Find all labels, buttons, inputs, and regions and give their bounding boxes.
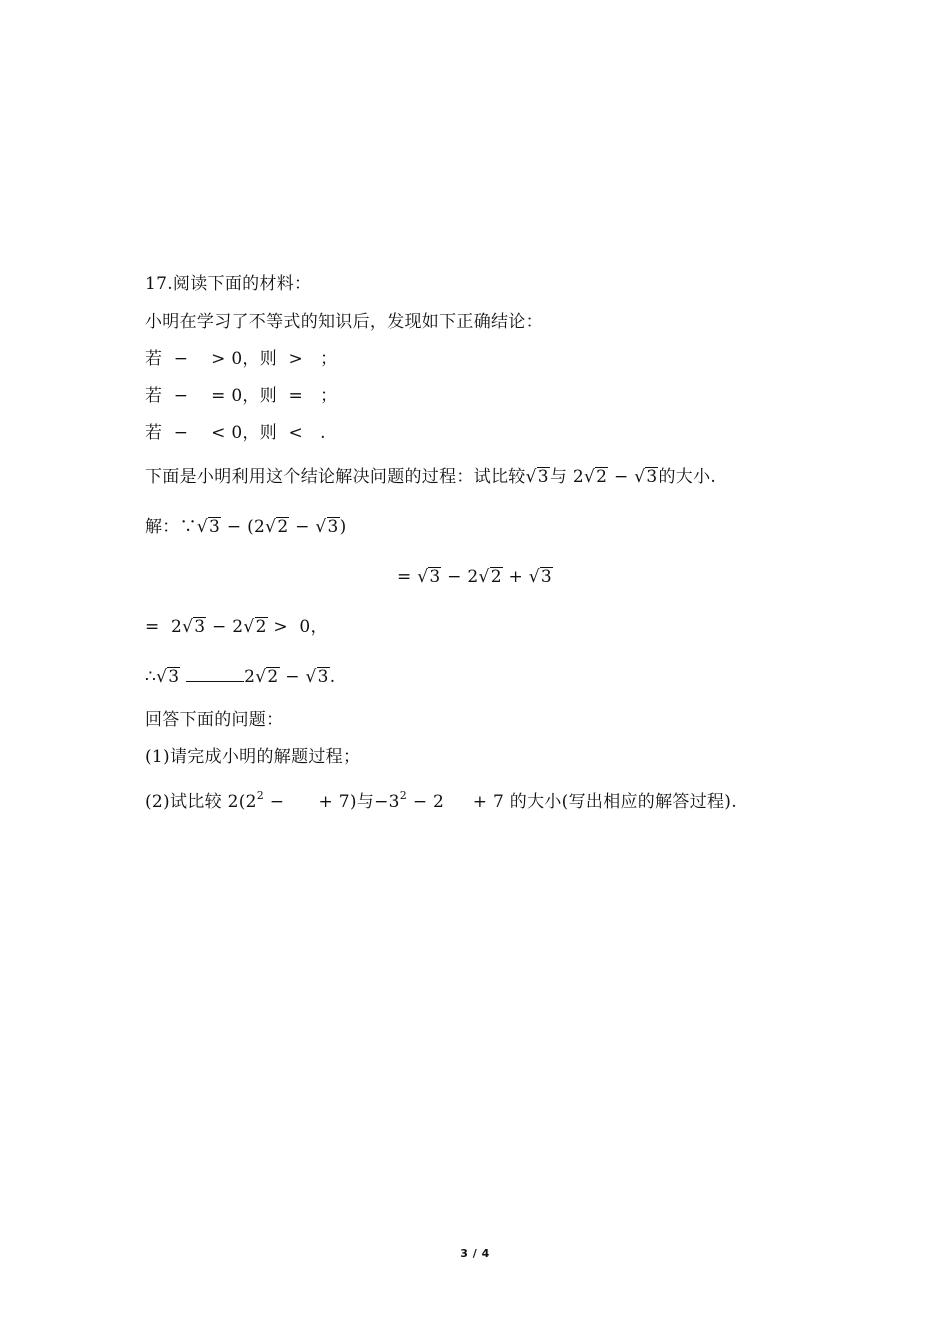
sqrt-2: √2 xyxy=(478,567,502,587)
answer-prompt: 回答下面的问题： xyxy=(145,710,284,730)
sqrt-3: √3 xyxy=(417,567,441,587)
sqrt-3: √3 xyxy=(315,517,339,537)
sqrt-3: √3 xyxy=(634,467,658,487)
answer-blank[interactable] xyxy=(186,667,244,682)
question-1: (1)请完成小明的解题过程； xyxy=(145,747,361,767)
sqrt-2: √2 xyxy=(243,617,267,637)
sqrt-3: √3 xyxy=(305,667,329,687)
problem-title: 17.阅读下面的材料： xyxy=(145,274,312,294)
question-2: (2)试比较 $2(2^2$ − + 7)与$-3^2 - 2$ + 7 的大小(写出相应的解答过程). xyxy=(145,789,737,812)
solution-line-4: ∴√3 2√2 − √3. xyxy=(145,667,336,687)
sqrt-3: √3 xyxy=(528,567,553,587)
sqrt-2: √2 xyxy=(255,667,279,687)
solution-line-3: = 2√3 − 2√2 > 0， xyxy=(145,617,328,637)
sqrt-2: √2 xyxy=(265,517,289,537)
sqrt-3: √3 xyxy=(156,667,180,687)
sqrt-3: √3 xyxy=(182,617,206,637)
rule-equal: 若 − = 0，则 = ； xyxy=(145,386,338,406)
solution-line-1: 解：∵√3 − (2√2 − √3) xyxy=(145,517,347,537)
superscript: 2 xyxy=(256,789,265,802)
example-statement: 下面是小明利用这个结论解决问题的过程：试比较√3与 2√2 − √3的大小. xyxy=(145,467,717,487)
solution-line-2: = √3 − 2√2 + √3 xyxy=(396,567,553,587)
example-prefix: 下面是小明利用这个结论解决问题的过程：试比较 xyxy=(145,467,526,487)
sqrt-3: √3 xyxy=(525,467,549,487)
sqrt-3: √3 xyxy=(196,517,221,537)
rule-greater: 若 − > 0，则 > ； xyxy=(145,349,338,369)
problem-intro: 小明在学习了不等式的知识后，发现如下正确结论： xyxy=(145,312,543,332)
page-number: 3 / 4 xyxy=(460,1247,490,1260)
sqrt-2: √2 xyxy=(584,467,608,487)
superscript: 2 xyxy=(399,789,408,802)
rule-less: 若 − < 0，则 < . xyxy=(145,423,326,443)
